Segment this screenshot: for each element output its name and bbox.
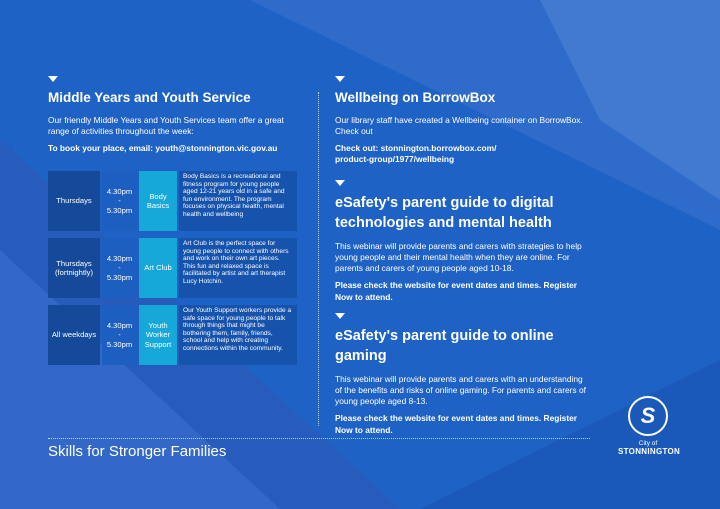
- vertical-divider: [318, 92, 319, 426]
- triangle-marker-icon: [335, 313, 345, 319]
- borrowbox-body: Our library staff have created a Wellbeing container on BorrowBox. Check out: [335, 114, 583, 136]
- footer-title: Skills for Stronger Families: [48, 443, 227, 460]
- day-cell: All weekdays: [48, 305, 100, 365]
- description-cell: Art Club is the perfect space for young people to connect with others and work on their own art pieces. This fun and relaxed space is facilitated by artist and art therapist Lucy Hotchin.: [179, 238, 297, 298]
- time-cell: 4.30pm - 5.30pm: [102, 305, 137, 365]
- esafety-digital-cta[interactable]: Please check the website for event dates and times. Register Now to attend.: [335, 280, 578, 302]
- borrowbox-title: Wellbeing on BorrowBox: [335, 90, 496, 105]
- esafety-gaming-section: [335, 313, 590, 442]
- day-cell: Thursdays: [48, 171, 100, 231]
- program-cell: Youth Worker Support: [139, 305, 177, 365]
- borrowbox-section: [335, 76, 590, 171]
- schedule-table: [48, 171, 297, 372]
- logo-s-icon: S: [628, 396, 668, 436]
- esafety-gaming-cta[interactable]: Please check the website for event dates and times. Register Now to attend.: [335, 413, 578, 435]
- stonnington-logo: [618, 396, 681, 456]
- time-cell: 4.30pm - 5.30pm: [102, 171, 137, 231]
- logo-name: STONNINGTON: [618, 447, 681, 456]
- time-cell: 4.30pm - 5.30pm: [102, 238, 137, 298]
- table-row: [48, 238, 297, 298]
- table-row: [48, 305, 297, 365]
- description-cell: Body Basics is a recreational and fitness program for young people aged 12-21 years old in a safe and fun environment. The program focuses on physical health, mental health and wellbeing: [179, 171, 297, 231]
- left-column: [48, 76, 300, 160]
- booking-email[interactable]: To book your place, email: youth@stonnington.vic.gov.au: [48, 143, 278, 154]
- triangle-marker-icon: [335, 180, 345, 186]
- description-cell: Our Youth Support workers provide a safe space for young people to talk through things that might be bothering them, family, friends, school and help with creating connections within the community.: [179, 305, 297, 365]
- youth-service-intro: Our friendly Middle Years and Youth Services team offer a great range of activities throughout the week:: [48, 114, 284, 136]
- esafety-digital-body: This webinar will provide parents and carers with strategies to help young people and their mental health when they are online. For parents and carers of young people aged 10-18.: [335, 241, 582, 274]
- program-cell: Body Basics: [139, 171, 177, 231]
- esafety-digital-title: eSafety's parent guide to digital technologies and mental health: [335, 195, 554, 231]
- triangle-marker-icon: [335, 76, 345, 82]
- youth-service-title: Middle Years and Youth Service: [48, 90, 251, 105]
- horizontal-divider: [48, 438, 590, 439]
- esafety-gaming-title: eSafety's parent guide to online gaming: [335, 328, 554, 364]
- triangle-marker-icon: [48, 76, 58, 82]
- program-cell: Art Club: [139, 238, 177, 298]
- borrowbox-link[interactable]: Check out: stonnington.borrowbox.com/ product-group/1977/wellbeing: [335, 143, 497, 165]
- esafety-gaming-body: This webinar will provide parents and carers with an understanding of the benefits and risks of online gaming. For parents and carers of young people aged 8-13.: [335, 374, 586, 407]
- logo-city: City of: [638, 440, 658, 447]
- esafety-digital-section: [335, 180, 590, 309]
- table-row: [48, 171, 297, 231]
- day-cell: Thursdays (fortnightly): [48, 238, 100, 298]
